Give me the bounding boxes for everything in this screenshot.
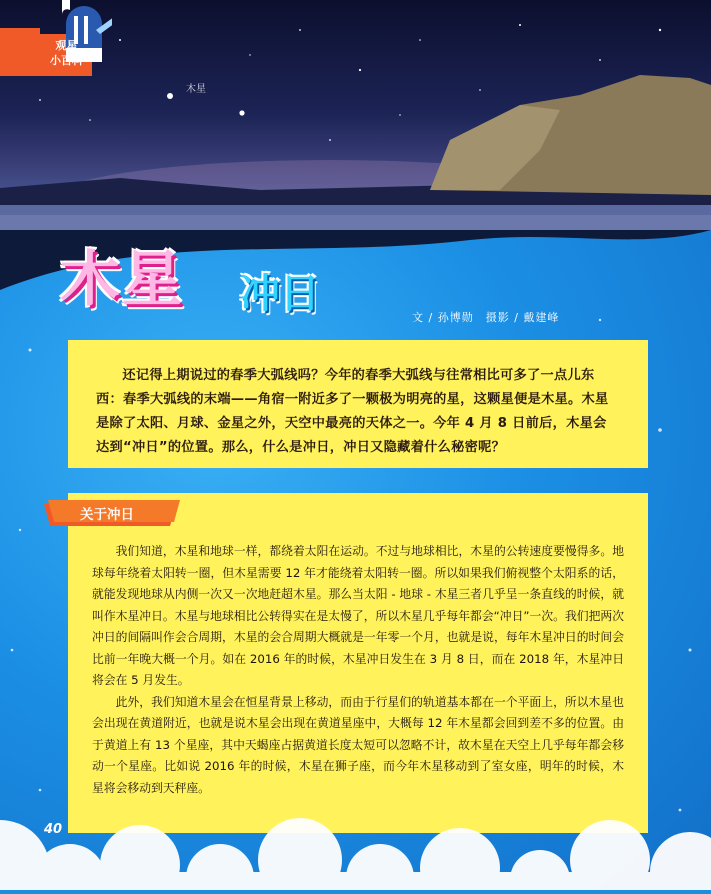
body-paragraph-2: 此外，我们知道木星会在恒星背景上移动，而由于行星们的轨道基本都在一个平面上，所以木星也会出现在黄道附近，也就是说木星会出现在黄道星座中，大概每 12 年木星都会回到差不多的位置。由于黄道上有 13 个星座，其中天蝎座占据黄道长度太短可以忽略不计，故木星在天空上几乎每年都会移动一个星座。比如说 2016 年的时候，木星在狮子座，而今年木星移动到了室女座，明年的时候，木星将会移动到天秤座。 bbox=[92, 694, 624, 795]
page-title: 木星 bbox=[60, 245, 184, 315]
intro-box: 还记得上期说过的春季大弧线吗？今年的春季大弧线与往常相比可多了一点儿东西：春季大弧线的末端——角宿一附近多了一颗极为明亮的星，这颗星便是木星。木星是除了太阳、月球、金星之外，天空中最亮的天体之一。今年 4 月 8 日前后，木星会达到“冲日”的位置。那么，什么是冲日，冲日又隐藏着什么秘密呢？ bbox=[68, 340, 648, 468]
body-paragraph-1: 我们知道，木星和地球一样，都绕着太阳在运动。不过与地球相比，木星的公转速度要慢得多。地球每年绕着太阳转一圈，但木星需要 12 年才能绕着太阳转一圈。所以如果我们俯视整个太阳系的话，就能发现地球从内侧一次又一次地赶超木星。那么当太阳 - 地球 - 木星三者几乎呈一条直线的时候，就叫作木星冲日。木星与地球相比公转得实在是太慢了，所以木星几乎每年都会“冲日”一次。我们把两次冲日的间隔叫作会合周期，木星的会合周期大概就是一年零一个月，也就是说，每年木星冲日的时间会比前一年晚大概一个月。如在 2016 年的时候，木星冲日发生在 3 月 8 日，而在 2018 年，木星冲日将会在 5 月发生。 bbox=[92, 544, 624, 687]
byline: 文 / 孙博勋 摄影 / 戴建峰 bbox=[412, 311, 560, 324]
jupiter-label: 木星 bbox=[186, 84, 206, 95]
cloud-footer bbox=[0, 760, 711, 890]
jupiter-star bbox=[167, 93, 173, 99]
page-number: 40 bbox=[44, 822, 63, 837]
section-title: 关于冲日 bbox=[80, 507, 134, 523]
badge-line-1: 观星 bbox=[55, 39, 78, 52]
badge-line-2: 小百科 bbox=[50, 54, 83, 67]
badge-label bbox=[50, 38, 83, 68]
page-subtitle: 冲日 bbox=[240, 271, 320, 317]
